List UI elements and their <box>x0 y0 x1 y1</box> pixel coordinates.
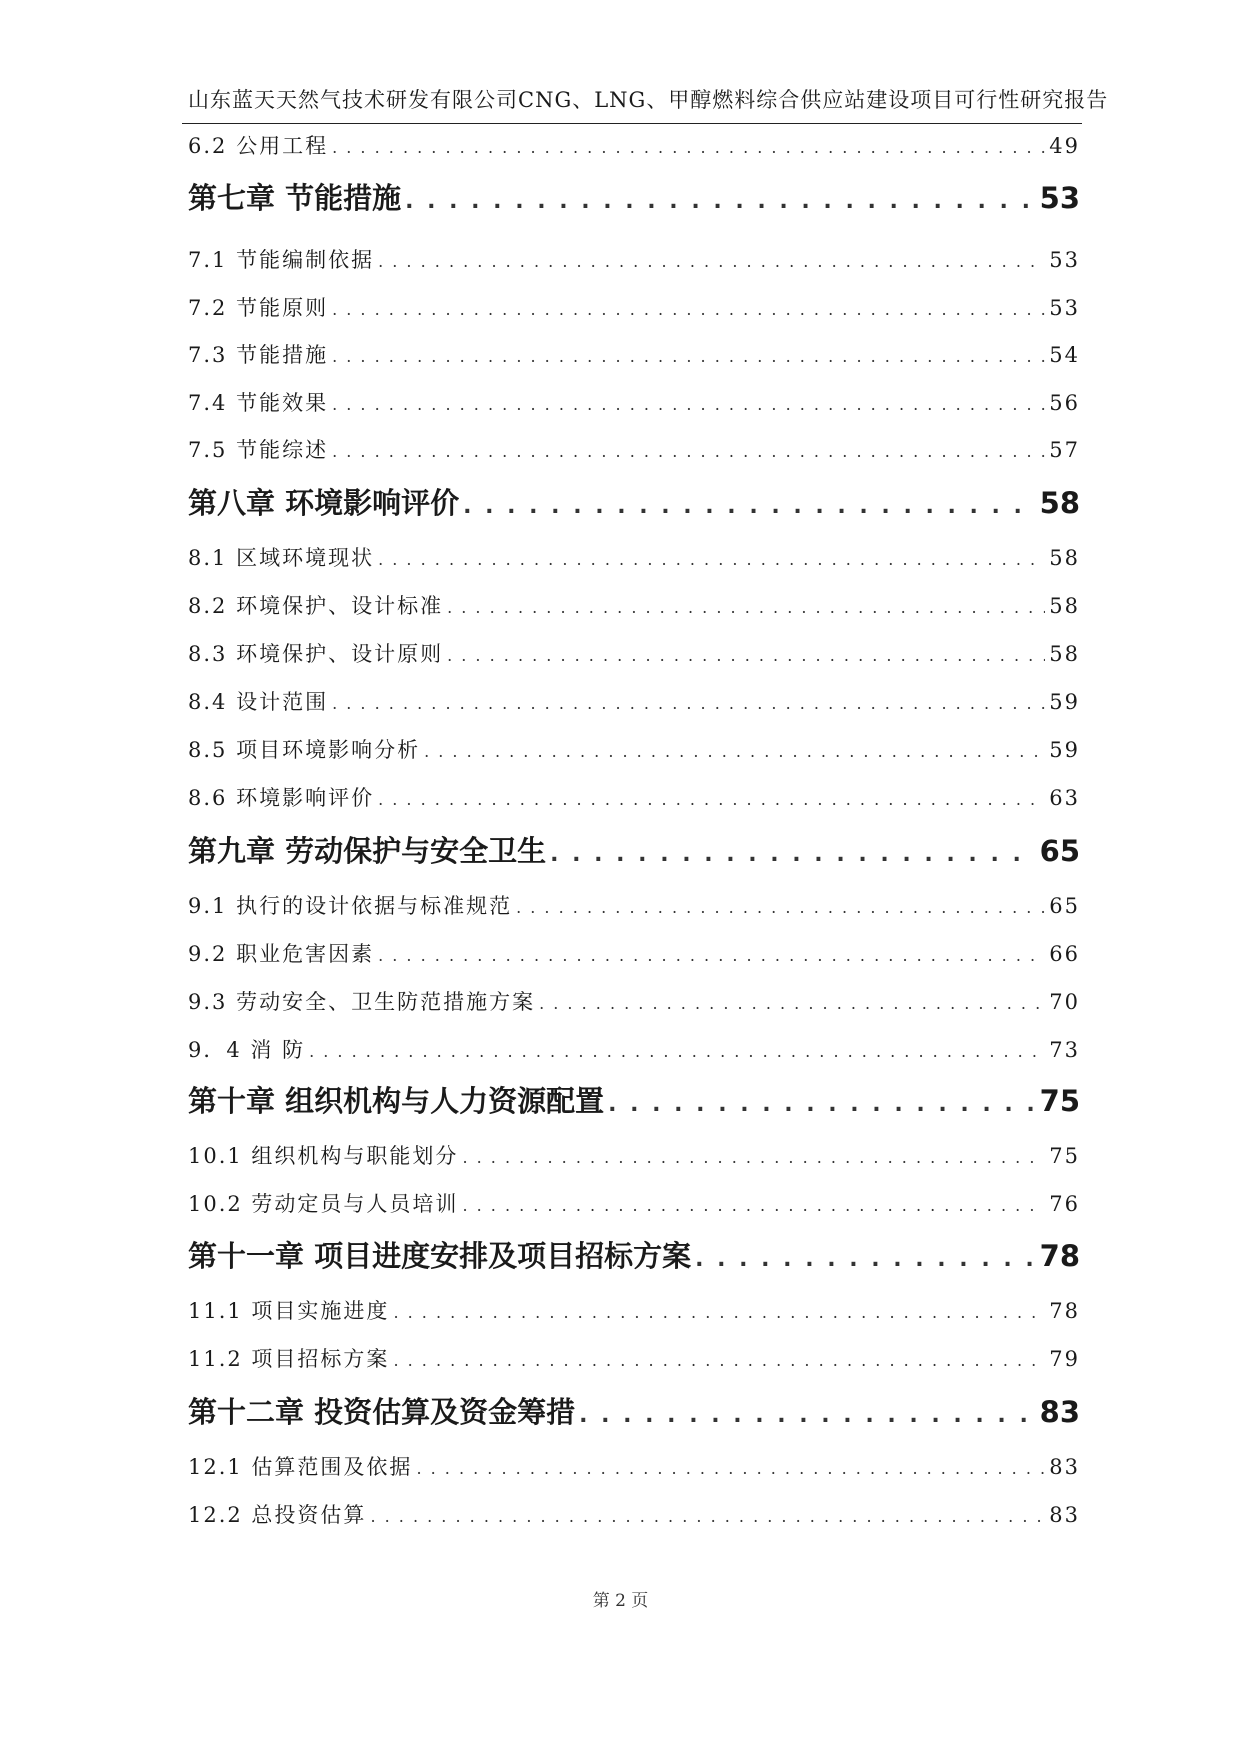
toc-section-entry[interactable] <box>188 1295 1080 1325</box>
dot-leader <box>332 138 1045 157</box>
dot-leader <box>378 252 1045 271</box>
toc-entry-title: 9.2 职业危害因素 <box>188 942 375 966</box>
dot-leader <box>416 1459 1045 1478</box>
toc-entry-page: 75 <box>1049 1144 1080 1168</box>
toc-section-entry[interactable] <box>188 339 1080 369</box>
toc-entry-page: 83 <box>1049 1455 1080 1479</box>
toc-entry-page: 83 <box>1049 1503 1080 1527</box>
toc-entry-title: 7.2 节能原则 <box>188 296 329 320</box>
toc-entry-page: 57 <box>1049 438 1080 462</box>
toc-entry-page: 78 <box>1039 1239 1080 1273</box>
toc-entry-title: 第十二章 投资估算及资金筹措 <box>188 1395 576 1429</box>
dot-leader <box>462 1196 1045 1215</box>
dot-leader <box>378 550 1045 569</box>
dot-leader <box>332 694 1045 713</box>
toc-entry-page: 66 <box>1049 942 1080 966</box>
toc-section-entry[interactable] <box>188 434 1080 464</box>
toc-entry-title: 7.3 节能措施 <box>188 343 329 367</box>
dot-leader <box>393 1303 1045 1322</box>
dot-leader <box>579 1403 1036 1428</box>
dot-leader <box>447 646 1045 665</box>
dot-leader <box>608 1092 1036 1117</box>
toc-section-entry[interactable] <box>188 938 1080 968</box>
dot-leader <box>424 742 1045 761</box>
toc-section-entry[interactable] <box>188 734 1080 764</box>
toc-entry-title: 第七章 节能措施 <box>188 181 402 215</box>
toc-entry-page: 58 <box>1049 546 1080 570</box>
toc-entry-title: 10.2 劳动定员与人员培训 <box>188 1192 459 1216</box>
toc-entry-page: 76 <box>1049 1192 1080 1216</box>
dot-leader <box>370 1507 1045 1526</box>
toc-section-entry[interactable] <box>188 1140 1080 1170</box>
dot-leader <box>405 189 1036 214</box>
toc-chapter-entry[interactable] <box>188 481 1080 521</box>
toc-section-entry[interactable] <box>188 686 1080 716</box>
dot-leader <box>332 442 1045 461</box>
toc-section-entry[interactable] <box>188 1034 1080 1064</box>
toc-section-entry[interactable] <box>188 542 1080 572</box>
toc-chapter-entry[interactable] <box>188 176 1080 216</box>
toc-entry-page: 56 <box>1049 391 1080 415</box>
toc-entry-page: 78 <box>1049 1299 1080 1323</box>
toc-entry-page: 58 <box>1039 486 1080 520</box>
toc-entry-page: 83 <box>1039 1395 1080 1429</box>
toc-chapter-entry[interactable] <box>188 1390 1080 1430</box>
dot-leader <box>378 946 1045 965</box>
toc-entry-title: 7.1 节能编制依据 <box>188 248 375 272</box>
dot-leader <box>516 898 1045 917</box>
toc-chapter-entry[interactable] <box>188 1079 1080 1119</box>
toc-entry-page: 53 <box>1039 181 1080 215</box>
dot-leader <box>550 842 1036 867</box>
toc-section-entry[interactable] <box>188 1343 1080 1373</box>
toc-section-entry[interactable] <box>188 782 1080 812</box>
toc-section-entry[interactable] <box>188 1188 1080 1218</box>
toc-section-entry[interactable] <box>188 244 1080 274</box>
toc-chapter-entry[interactable] <box>188 1234 1080 1274</box>
toc-section-entry[interactable] <box>188 590 1080 620</box>
toc-section-entry[interactable] <box>188 638 1080 668</box>
toc-section-entry[interactable] <box>188 1451 1080 1481</box>
toc-entry-title: 第十一章 项目进度安排及项目招标方案 <box>188 1239 692 1273</box>
toc-section-entry[interactable] <box>188 130 1080 160</box>
dot-leader <box>332 347 1045 366</box>
toc-entry-title: 第九章 劳动保护与安全卫生 <box>188 834 547 868</box>
dot-leader <box>332 300 1045 319</box>
dot-leader <box>539 994 1045 1013</box>
toc-entry-page: 53 <box>1049 248 1080 272</box>
dot-leader <box>332 395 1045 414</box>
toc-chapter-entry[interactable] <box>188 829 1080 869</box>
dot-leader <box>462 1148 1045 1167</box>
toc-entry-page: 65 <box>1049 894 1080 918</box>
toc-entry-page: 49 <box>1049 134 1080 158</box>
toc-entry-title: 11.2 项目招标方案 <box>188 1347 390 1371</box>
toc-entry-title: 12.1 估算范围及依据 <box>188 1455 413 1479</box>
toc-entry-title: 8.3 环境保护、设计原则 <box>188 642 444 666</box>
toc-section-entry[interactable] <box>188 1499 1080 1529</box>
toc-entry-title: 8.5 项目环境影响分析 <box>188 738 421 762</box>
toc-entry-page: 65 <box>1039 834 1080 868</box>
toc-entry-title: 9.3 劳动安全、卫生防范措施方案 <box>188 990 536 1014</box>
dot-leader <box>378 790 1045 809</box>
toc-entry-title: 10.1 组织机构与职能划分 <box>188 1144 459 1168</box>
toc-entry-title: 12.2 总投资估算 <box>188 1503 367 1527</box>
dot-leader <box>447 598 1045 617</box>
toc-section-entry[interactable] <box>188 986 1080 1016</box>
toc-entry-page: 59 <box>1049 738 1080 762</box>
toc-entry-title: 8.6 环境影响评价 <box>188 786 375 810</box>
toc-section-entry[interactable] <box>188 387 1080 417</box>
toc-entry-title: 9．4 消 防 <box>188 1038 306 1062</box>
toc-entry-title: 7.4 节能效果 <box>188 391 329 415</box>
toc-entry-page: 53 <box>1049 296 1080 320</box>
toc-entry-page: 59 <box>1049 690 1080 714</box>
toc-entry-title: 8.4 设计范围 <box>188 690 329 714</box>
toc-entry-title: 第十章 组织机构与人力资源配置 <box>188 1084 605 1118</box>
dot-leader <box>393 1351 1045 1370</box>
toc-entry-page: 58 <box>1049 642 1080 666</box>
toc-entry-title: 第八章 环境影响评价 <box>188 486 460 520</box>
toc-entry-page: 73 <box>1049 1038 1080 1062</box>
document-header: 山东蓝天天然气技术研发有限公司CNG、LNG、甲醇燃料综合供应站建设项目可行性研究报告 <box>188 88 1109 112</box>
toc-entry-title: 9.1 执行的设计依据与标准规范 <box>188 894 513 918</box>
toc-entry-page: 79 <box>1049 1347 1080 1371</box>
toc-entry-page: 70 <box>1049 990 1080 1014</box>
toc-entry-page: 63 <box>1049 786 1080 810</box>
dot-leader <box>309 1042 1045 1061</box>
page-number: 第 2 页 <box>592 1591 649 1611</box>
toc-entry-page: 58 <box>1049 594 1080 618</box>
toc-section-entry[interactable] <box>188 292 1080 322</box>
dot-leader <box>463 494 1036 519</box>
toc-entry-title: 11.1 项目实施进度 <box>188 1299 390 1323</box>
toc-entry-title: 8.1 区域环境现状 <box>188 546 375 570</box>
toc-entry-title: 6.2 公用工程 <box>188 134 329 158</box>
toc-entry-title: 7.5 节能综述 <box>188 438 329 462</box>
toc-entry-title: 8.2 环境保护、设计标准 <box>188 594 444 618</box>
toc-section-entry[interactable] <box>188 890 1080 920</box>
toc-entry-page: 54 <box>1049 343 1080 367</box>
header-rule <box>182 123 1082 124</box>
dot-leader <box>695 1247 1036 1272</box>
toc-entry-page: 75 <box>1039 1084 1080 1118</box>
